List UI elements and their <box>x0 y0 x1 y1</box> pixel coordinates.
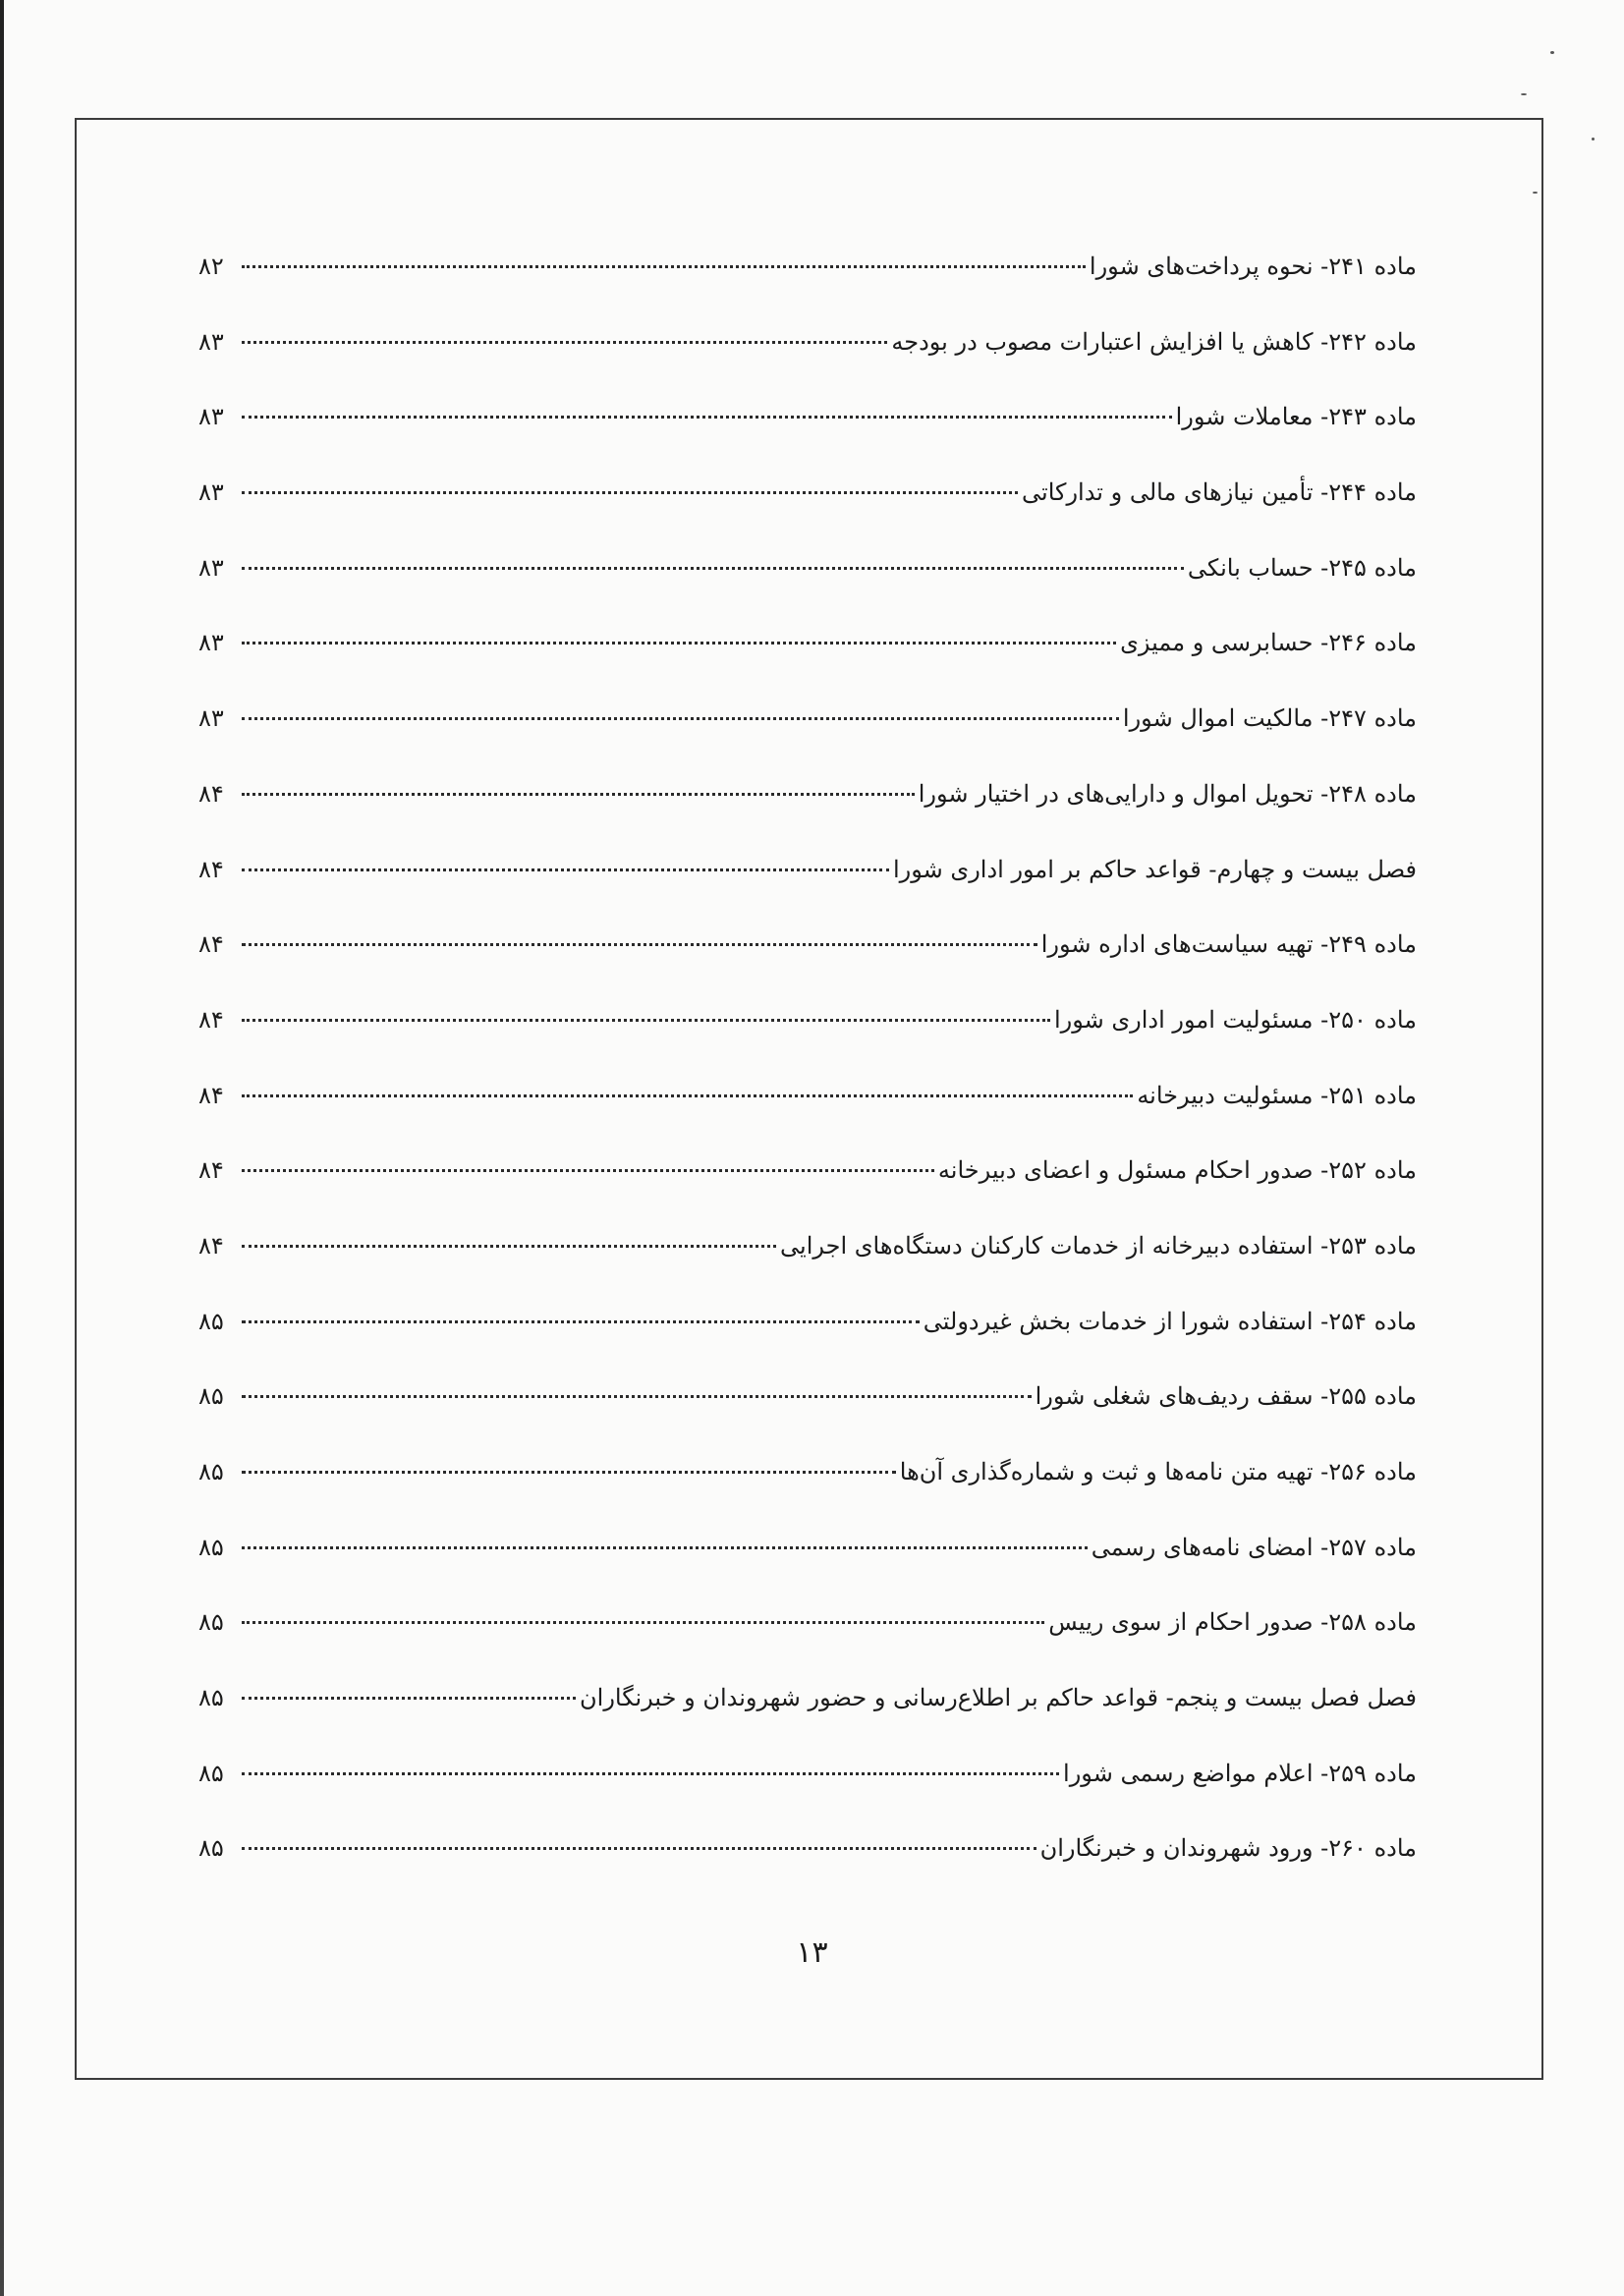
toc-entry[interactable] <box>198 1533 1417 1608</box>
toc-dot-leader <box>242 868 889 871</box>
toc-entry-page: ۸۳ <box>198 403 224 431</box>
toc-dot-leader <box>242 943 1037 946</box>
toc-entry-title: ماده ۲۴۷- مالکیت اموال شورا <box>1122 704 1417 733</box>
toc-dot-leader <box>242 567 1184 570</box>
toc-entry-title: ماده ۲۴۵- حساب بانکی <box>1187 553 1417 582</box>
toc-entry[interactable] <box>198 402 1417 477</box>
toc-entry-title: ماده ۲۵۴- استفاده شورا از خدمات بخش غیردولتی <box>923 1307 1417 1335</box>
toc-entry-page: ۸۳ <box>198 629 224 657</box>
toc-entry[interactable] <box>198 1683 1417 1759</box>
toc-entry[interactable] <box>198 1005 1417 1081</box>
toc-entry-page: ۸۳ <box>198 478 224 507</box>
toc-entry-page: ۸۴ <box>198 1156 224 1185</box>
toc-entry[interactable] <box>198 703 1417 779</box>
toc-entry[interactable] <box>198 1307 1417 1382</box>
toc-dot-leader <box>242 1320 920 1323</box>
toc-entry[interactable] <box>198 553 1417 629</box>
toc-entry-page: ۸۵ <box>198 1382 224 1411</box>
toc-dot-leader <box>242 1621 1044 1624</box>
table-of-contents <box>198 252 1417 1909</box>
toc-entry-page: ۸۵ <box>198 1608 224 1637</box>
toc-entry-page: ۸۳ <box>198 553 224 582</box>
toc-entry[interactable] <box>198 327 1417 403</box>
toc-dot-leader <box>242 1245 776 1248</box>
toc-entry-page: ۸۴ <box>198 1005 224 1034</box>
toc-entry[interactable] <box>198 1081 1417 1156</box>
toc-dot-leader <box>242 1094 1133 1097</box>
toc-entry[interactable] <box>198 1457 1417 1533</box>
toc-entry-page: ۸۳ <box>198 704 224 733</box>
toc-entry[interactable] <box>198 929 1417 1005</box>
toc-entry-page: ۸۵ <box>198 1759 224 1787</box>
toc-entry-page: ۸۵ <box>198 1307 224 1335</box>
page-number: ۱۳ <box>796 1935 828 1970</box>
scan-speck <box>1592 138 1595 140</box>
toc-entry-title: ماده ۲۵۲- صدور احکام مسئول و اعضای دبیرخانه <box>937 1156 1417 1185</box>
toc-dot-leader <box>242 265 1086 268</box>
toc-entry-page: ۸۴ <box>198 1081 224 1109</box>
toc-dot-leader <box>242 1772 1059 1775</box>
toc-entry-title: ماده ۲۴۶- حسابرسی و ممیزی <box>1120 629 1417 657</box>
toc-dot-leader <box>242 341 887 344</box>
toc-dot-leader <box>242 642 1116 644</box>
toc-entry-title: ماده ۲۵۰- مسئولیت امور اداری شورا <box>1053 1005 1417 1034</box>
toc-entry-page: ۸۴ <box>198 1231 224 1260</box>
toc-entry[interactable] <box>198 477 1417 553</box>
toc-entry-title: ماده ۲۴۲- کاهش یا افزایش اعتبارات مصوب در بودجه <box>891 327 1417 356</box>
toc-entry[interactable] <box>198 1155 1417 1231</box>
toc-dot-leader <box>242 1169 934 1172</box>
toc-entry-title: ماده ۲۴۱- نحوه پرداخت‌های شورا <box>1089 252 1417 280</box>
toc-entry-page: ۸۴ <box>198 779 224 808</box>
toc-entry-page: ۸۴ <box>198 855 224 883</box>
toc-entry-title: ماده ۲۵۵- سقف ردیف‌های شغلی شورا <box>1035 1382 1417 1411</box>
toc-entry[interactable] <box>198 855 1417 930</box>
toc-entry-title: فصل بیست و چهارم- قواعد حاکم بر امور اداری شورا <box>893 855 1417 883</box>
scan-speck <box>1550 51 1554 54</box>
toc-entry[interactable] <box>198 1231 1417 1307</box>
toc-dot-leader <box>242 1697 576 1700</box>
toc-dot-leader <box>242 1546 1088 1549</box>
toc-entry[interactable] <box>198 628 1417 703</box>
toc-entry[interactable] <box>198 252 1417 327</box>
toc-entry-title: ماده ۲۶۰- ورود شهروندان و خبرنگاران <box>1039 1834 1417 1863</box>
toc-entry-title: ماده ۲۵۷- امضای نامه‌های رسمی <box>1091 1533 1417 1561</box>
toc-dot-leader <box>242 1847 1036 1850</box>
toc-entry-page: ۸۵ <box>198 1684 224 1712</box>
toc-entry-title: ماده ۲۵۶- تهیه متن نامه‌ها و ثبت و شماره‌گذاری آن‌ها <box>899 1458 1417 1485</box>
scan-speck <box>1521 93 1527 95</box>
toc-entry-page: ۸۵ <box>198 1458 224 1485</box>
toc-dot-leader <box>242 1471 896 1474</box>
toc-dot-leader <box>242 1019 1050 1022</box>
toc-entry[interactable] <box>198 1381 1417 1457</box>
toc-entry-page: ۸۴ <box>198 930 224 959</box>
toc-entry-page: ۸۵ <box>198 1533 224 1561</box>
toc-entry-title: ماده ۲۵۹- اعلام مواضع رسمی شورا <box>1063 1759 1417 1787</box>
toc-entry-title: ماده ۲۴۳- معاملات شورا <box>1175 403 1417 431</box>
toc-dot-leader <box>242 491 1018 494</box>
toc-entry-title: ماده ۲۴۴- تأمین نیازهای مالی و تدارکاتی <box>1022 478 1417 507</box>
toc-entry[interactable] <box>198 1607 1417 1683</box>
toc-entry-title: ماده ۲۵۸- صدور احکام از سوی رییس <box>1048 1608 1417 1637</box>
toc-entry[interactable] <box>198 779 1417 855</box>
toc-entry-title: ماده ۲۴۹- تهیه سیاست‌های اداره شورا <box>1040 930 1417 959</box>
toc-dot-leader <box>242 1395 1032 1398</box>
toc-entry[interactable] <box>198 1833 1417 1909</box>
toc-dot-leader <box>242 717 1119 720</box>
toc-entry[interactable] <box>198 1759 1417 1834</box>
toc-entry-page: ۸۲ <box>198 252 224 280</box>
toc-dot-leader <box>242 416 1172 419</box>
toc-entry-title: ماده ۲۵۱- مسئولیت دبیرخانه <box>1137 1081 1417 1109</box>
toc-entry-title: فصل فصل بیست و پنجم- قواعد حاکم بر اطلاع‌رسانی و حضور شهروندان و خبرنگاران <box>580 1684 1417 1712</box>
toc-entry-page: ۸۳ <box>198 327 224 356</box>
toc-entry-title: ماده ۲۴۸- تحویل اموال و دارایی‌های در اختیار شورا <box>918 779 1417 808</box>
toc-entry-page: ۸۵ <box>198 1834 224 1863</box>
toc-entry-title: ماده ۲۵۳- استفاده دبیرخانه از خدمات کارکنان دستگاه‌های اجرایی <box>780 1231 1417 1260</box>
toc-dot-leader <box>242 793 915 796</box>
